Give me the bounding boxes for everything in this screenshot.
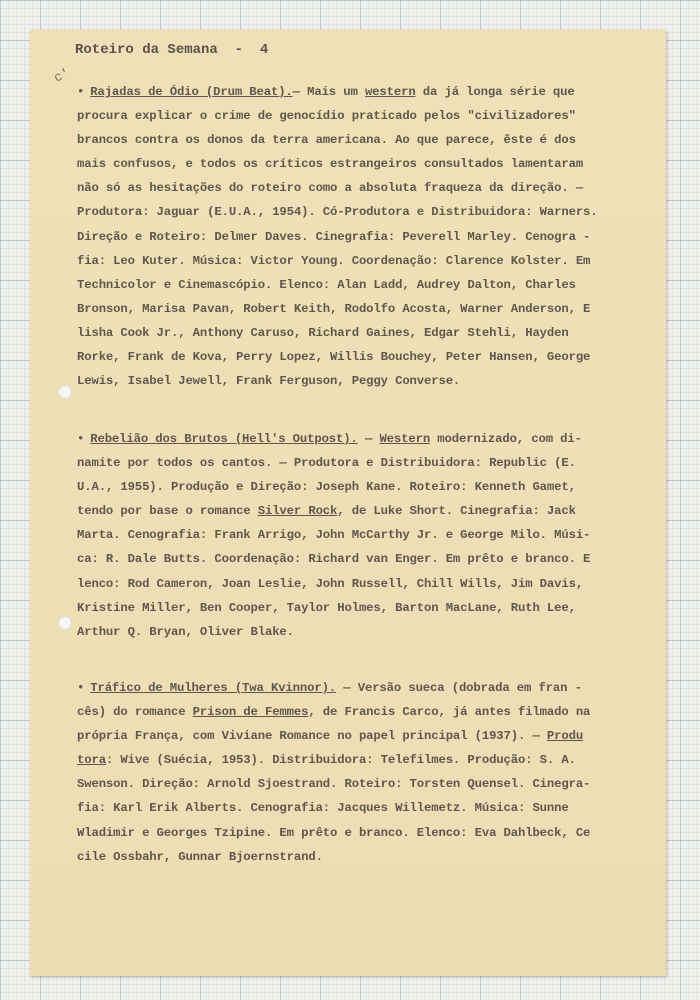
entry-line: fia: Leo Kuter. Música: Victor Young. Coordenação: Clarence Kolster. Em xyxy=(77,253,591,268)
entry-line: U.A., 1955). Produção e Direção: Joseph Kane. Roteiro: Kenneth Gamet, xyxy=(77,480,576,495)
entry-line: Lewis, Isabel Jewell, Frank Ferguson, Peggy Converse. xyxy=(77,374,461,389)
pencil-mark: c' xyxy=(51,65,73,86)
entry-line: Bronson, Marisa Pavan, Robert Keith, Rodolfo Acosta, Warner Anderson, E xyxy=(77,301,591,316)
film-entry-2 xyxy=(77,427,637,644)
film-title: Rajadas de Ódio (Drum Beat). xyxy=(90,85,293,99)
entry-line: ca: R. Dale Butts. Coordenação: Richard van Enger. Em prêto e branco. E xyxy=(77,552,591,567)
film-entry-1 xyxy=(77,80,637,393)
entry-line: tendo por base o romance Silver Rock, de Luke Short. Cinegrafia: Jack xyxy=(77,504,576,519)
page-header: Roteiro da Semana - 4 xyxy=(75,42,269,58)
entry-line: cês) do romance Prison de Femmes, de Francis Carco, já antes filmado na xyxy=(77,705,591,720)
entry-line: Wladimir e Georges Tzipine. Em prêto e branco. Elenco: Eva Dahlbeck, Ce xyxy=(77,825,591,840)
entry-line: procura explicar o crime de genocídio praticado pelos "civilizadores" xyxy=(77,109,576,124)
entry-line: tora: Wive (Suécia, 1953). Distribuidora: Telefilmes. Produção: S. A. xyxy=(77,753,576,768)
entry-line: Swenson. Direção: Arnold Sjoestrand. Roteiro: Torsten Quensel. Cinegra- xyxy=(77,777,591,792)
punch-hole xyxy=(58,385,72,399)
entry-line: Kristine Miller, Ben Cooper, Taylor Holmes, Barton MacLane, Ruth Lee, xyxy=(77,600,576,615)
entry-line: fia: Karl Erik Alberts. Cenografia: Jacques Willemetz. Música: Sunne xyxy=(77,801,569,816)
entry-line: Marta. Cenografia: Frank Arrigo, John McCarthy Jr. e George Milo. Músi- xyxy=(77,528,591,543)
entry-line: Produtora: Jaguar (E.U.A., 1954). Có-Produtora e Distribuidora: Warners. xyxy=(77,205,598,220)
entry-line: lisha Cook Jr., Anthony Caruso, Richard Gaines, Edgar Stehli, Hayden xyxy=(77,325,569,340)
entry-line: não só as hesitações do roteiro como a absoluta fraqueza da direção. — xyxy=(77,181,584,196)
entry-line: Technicolor e Cinemascópio. Elenco: Alan Ladd, Audrey Dalton, Charles xyxy=(77,277,576,292)
punch-hole xyxy=(58,616,72,630)
bullet-icon: • xyxy=(77,85,85,99)
entry-line: lenco: Rod Cameron, Joan Leslie, John Russell, Chill Wills, Jim Davis, xyxy=(77,576,584,591)
entry-line: Arthur Q. Bryan, Oliver Blake. xyxy=(77,624,294,639)
entry-line: Direção e Roteiro: Delmer Daves. Cinegrafia: Peverell Marley. Cenogra - xyxy=(77,229,591,244)
entry-line: • Rebelião dos Brutos (Hell's Outpost). — Western modernizado, com di- xyxy=(77,432,582,446)
bullet-icon: • xyxy=(77,432,85,446)
entry-line: • Rajadas de Ódio (Drum Beat).— Mais um western da já longa série que xyxy=(77,85,575,99)
entry-line: própria França, com Viviane Romance no papel principal (1937). — Produ xyxy=(77,729,584,744)
entry-line: Rorke, Frank de Kova, Perry Lopez, Willis Bouchey, Peter Hansen, George xyxy=(77,350,591,365)
entry-line: namite por todos os cantos. — Produtora e Distribuidora: Republic (E. xyxy=(77,456,576,471)
film-title: Tráfico de Mulheres (Twa Kvinnor). xyxy=(90,681,337,695)
entry-line: cile Ossbahr, Gunnar Bjoernstrand. xyxy=(77,849,323,864)
entry-line: mais confusos, e todos os críticos estrangeiros consultados lamentaram xyxy=(77,157,584,172)
bullet-icon: • xyxy=(77,681,85,695)
entry-line: • Tráfico de Mulheres (Twa Kvinnor). — Versão sueca (dobrada em fran - xyxy=(77,681,582,695)
film-entry-3 xyxy=(77,676,637,869)
document-page xyxy=(30,30,666,976)
film-title: Rebelião dos Brutos (Hell's Outpost). xyxy=(90,432,358,446)
entry-line: brancos contra os donos da terra americana. Ao que parece, êste é dos xyxy=(77,133,576,148)
